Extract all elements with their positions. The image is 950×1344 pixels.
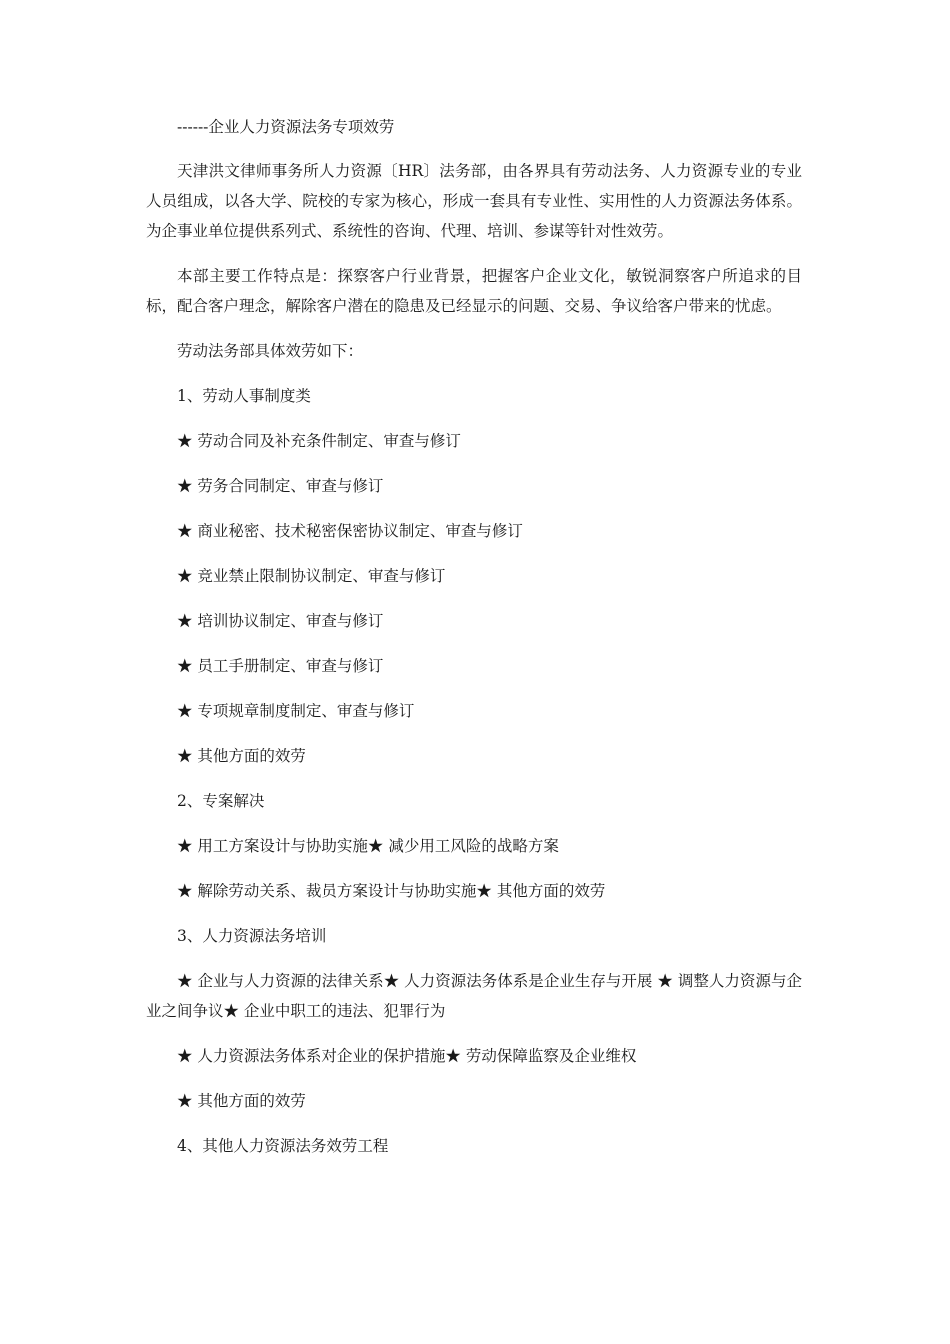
intro-paragraph: 天津洪文律师事务所人力资源〔HR〕法务部，由各界具有劳动法务、人力资源专业的专业人员组成，以各大学、院校的专家为核心，形成一套具有专业性、实用性的人力资源法务体系。为企事业单位提供系列式、系统性的咨询、代理、培训、参谋等针对性效劳。 [146, 162, 802, 240]
list-item: ★ 培训协议制定、审查与修订 [177, 612, 384, 630]
list-item: ★ 解除劳动关系、裁员方案设计与协助实施★ 其他方面的效劳 [177, 882, 606, 900]
list-item: ★ 员工手册制定、审查与修订 [177, 657, 384, 675]
list-item: ★ 商业秘密、技术秘密保密协议制定、审查与修订 [177, 522, 523, 540]
category-heading-4: 4、其他人力资源法务效劳工程 [177, 1137, 389, 1155]
services-heading: 劳动法务部具体效劳如下： [177, 342, 364, 360]
list-item: ★ 其他方面的效劳 [177, 1092, 306, 1110]
list-item: ★ 用工方案设计与协助实施★ 减少用工风险的战略方案 [177, 837, 559, 855]
list-item: ★ 人力资源法务体系对企业的保护措施★ 劳动保障监察及企业维权 [177, 1047, 637, 1065]
section-title: ------企业人力资源法务专项效劳 [177, 118, 395, 136]
category-heading-2: 2、专案解决 [177, 792, 265, 810]
list-item: ★ 其他方面的效劳 [177, 747, 306, 765]
category-heading-1: 1、劳动人事制度类 [177, 387, 311, 405]
list-item: ★ 竞业禁止限制协议制定、审查与修订 [177, 567, 446, 585]
list-item: ★ 劳务合同制定、审查与修订 [177, 477, 384, 495]
list-item: ★ 劳动合同及补充条件制定、审查与修订 [177, 432, 461, 450]
category-heading-3: 3、人力资源法务培训 [177, 927, 327, 945]
list-item: ★ 企业与人力资源的法律关系★ 人力资源法务体系是企业生存与开展 ★ 调整人力资源与企业之间争议★ 企业中职工的违法、犯罪行为 [146, 972, 802, 1020]
list-item: ★ 专项规章制度制定、审查与修订 [177, 702, 415, 720]
document-body [146, 112, 802, 1176]
features-paragraph: 本部主要工作特点是：探察客户行业背景，把握客户企业文化，敏锐洞察客户所追求的目标，配合客户理念，解除客户潜在的隐患及已经显示的问题、交易、争议给客户带来的忧虑。 [146, 267, 802, 315]
